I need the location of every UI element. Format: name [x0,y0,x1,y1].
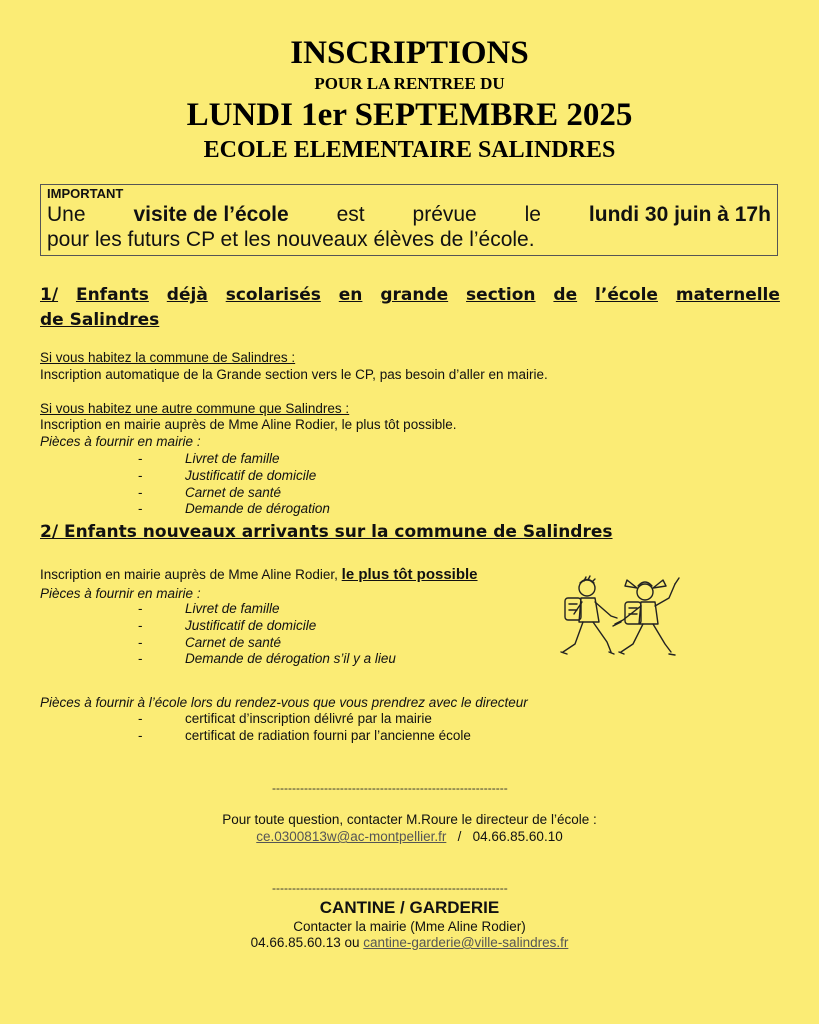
heading-word: maternelle [675,285,780,305]
title-date: LUNDI 1er SEPTEMBRE 2025 [186,97,633,133]
cantine-heading: CANTINE / GARDERIE [319,898,500,917]
section-2-heading: 2/ Enfants nouveaux arrivants sur la commune de Salindres [40,522,613,542]
title-rentree: POUR LA RENTREE DU [314,74,505,93]
sub1-text: Inscription automatique de la Grande section vers le CP, pas besoin d’aller en mairie. [40,367,548,382]
sub2-text: Inscription en mairie auprès de Mme Aline Rodier, le plus tôt possible. [40,417,457,432]
heading-word: déjà [166,285,208,305]
important-date: lundi 30 juin à 17h [588,203,771,226]
section-1-heading-line-2: de Salindres [40,310,160,330]
section-2-text-emphasis: le plus tôt possible [341,566,478,583]
school-pieces-title: Pièces à fournir à l’école lors du rendez-vous que vous prendrez avec le directeur [40,695,528,710]
section-2-text [40,566,478,583]
important-line-1 [47,202,771,227]
cantine-email-link[interactable]: cantine-garderie@ville-salindres.fr [363,935,569,950]
heading-word: grande [380,285,449,305]
important-word: Une [47,203,86,226]
heading-word: l’école [595,285,658,305]
flyer-page: INSCRIPTIONS POUR LA RENTREE DU LUNDI 1er SEPTEMBRE 2025 ECOLE ELEMENTAIRE SALINDRES IMPORTANT Une visite de l’école est prévue le lundi 30 juin à 17h pour les futurs CP et les nouveaux élèves de l’école. 1/ Enfants déjà scolarisés en grande section de l’école maternelle de Salindres Si vous habitez la commune de Salindres : Inscription automatique de la Grande section vers le CP, pas besoin d’aller en mairie. Si vous habitez une autre commune que Salindres : Inscription en mairie auprès de Mme Aline Rodier, le plus tôt possible. Pièces à fournir en mairie : - Livret de famille - Justificatif de domicile - Carnet de santé - Demande de dérogation 2/ Enfants nouveaux arrivants sur la commune de Salindres Inscription en mairie auprès de Mme Aline Rodier, le plus tôt possible Pièces à fournir en mairie : - Livret de famille - Justificatif de domicile - Carnet de santé - Demande de dérogation s’il y a lieu Pièces à fournir à l’école lors du rendez-vous que vous prendrez avec le directeur - certificat d’inscription délivré par la mairie - certificat de radiation fourni par l’ancienne école ----------------------------------------------------------- Pour toute question, contacter M.Roure le directeur de l’école : ce.0300813w@ac-montpellier.fr / 04.66.85.60.10 ----------------------------------------------------------- CANTINE / GARDERIE Contacter la mairie (Mme Aline Rodier) 04.66.85.60.13 ou cantine-garderie@ville-salindres.fr [0,0,819,1024]
section-2-pieces-title: Pièces à fournir en mairie : [40,586,201,601]
important-label: IMPORTANT [47,186,124,201]
heading-word: Enfants [75,285,149,305]
important-line-2: pour les futurs CP et les nouveaux élèves de l’école. [47,228,535,251]
cantine-text: Contacter la mairie (Mme Aline Rodier) [293,919,526,934]
section-1-heading-line-1 [40,283,780,308]
separator-2: ----------------------------------------------------------- [272,882,508,894]
cantine-phone: 04.66.85.60.13 [250,935,341,950]
important-word: le [524,203,541,226]
contact-slash: / [457,829,462,844]
title-school: ECOLE ELEMENTAIRE SALINDRES [203,137,616,163]
important-word: prévue [412,203,477,226]
section-2-text-main: Inscription en mairie auprès de Mme Aline Rodier, [40,567,338,582]
important-visit: visite de l’école [133,203,289,226]
section-1-heading [40,283,780,333]
important-box [40,184,778,256]
contact-line [0,828,819,845]
important-word: est [336,203,365,226]
heading-word: 1/ [40,285,59,305]
cantine-or: ou [344,935,360,950]
heading-word: scolarisés [225,285,321,305]
sub2-pieces-title: Pièces à fournir en mairie : [40,434,201,449]
heading-word: de [553,285,578,305]
title-inscriptions: INSCRIPTIONS [290,35,529,71]
contact-phone: 04.66.85.60.10 [472,829,563,844]
sub1-title: Si vous habitez la commune de Salindres : [40,350,296,365]
sub2-title: Si vous habitez une autre commune que Salindres : [40,401,350,416]
cantine-contact-line [0,934,819,951]
contact-text: Pour toute question, contacter M.Roure le directeur de l’école : [222,812,597,827]
contact-email-link[interactable]: ce.0300813w@ac-montpellier.fr [256,829,447,844]
heading-word: en [338,285,363,305]
kids-with-backpacks-icon [555,572,690,667]
heading-word: section [466,285,536,305]
separator-1: ----------------------------------------------------------- [272,782,508,794]
